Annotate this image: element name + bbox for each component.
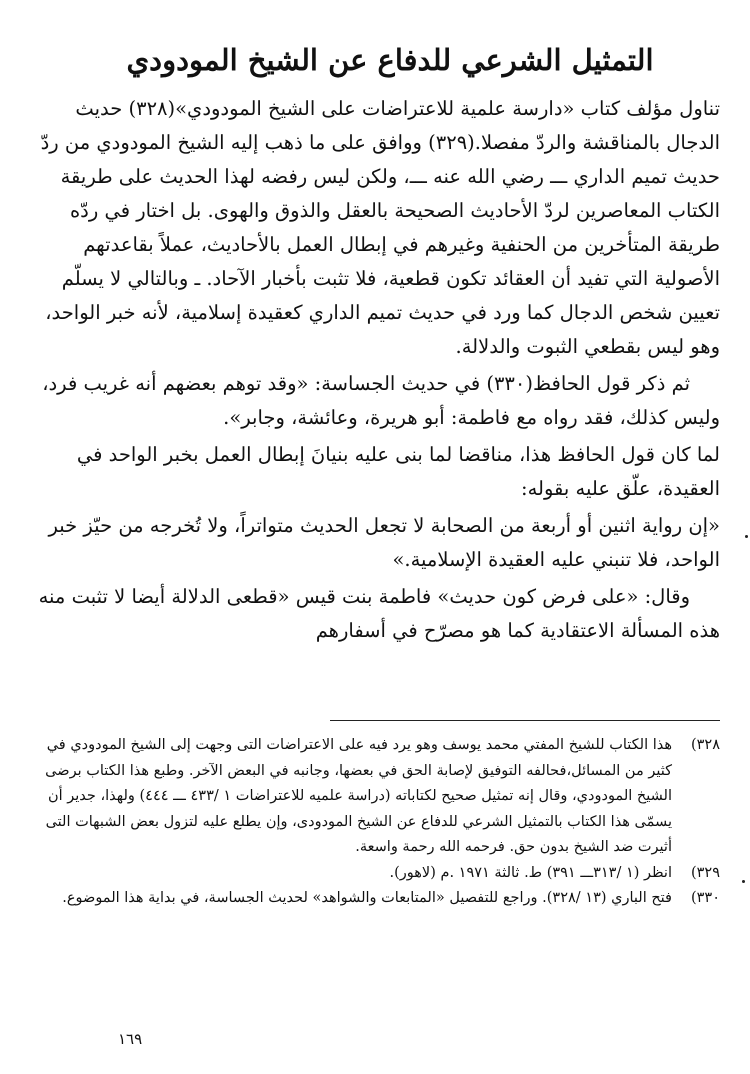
footnote [30, 861, 720, 887]
footnote-number: ٣٢٩) [690, 864, 720, 881]
footnote-number: ٣٢٨) [690, 737, 720, 753]
page-title: التمثيل الشرعي للدفاع عن الشيخ المودودي [126, 43, 654, 77]
paragraph-1: تناول مؤلف كتاب «دارسة علمية للاعتراضات على الشيخ المودودي»(٣٢٨) حديث الدجال بالمناقشة والردّ مفصلا.(٣٢٩) ووافق على ما ذهب إليه الشيخ المودودي من ردّ حديث تميم الداري ـــ رضي الله عنه ـــ، ولكن ليس رفضه لهذا الحديث على طريقة الكتاب المعاصرين لردّ الأحاديث الصحيحة بالعقل والذوق والهوى. بل اختار في ردّه طريقة المتأخرين من الحنفية وغيرهم في إبطال العمل بالأحاديث، عملاً بقاعدتهم الأصولية التي تفيد أن العقائد تكون قطعية، فلا تثبت بأخبار الآحاد. ـ وبالتالي لا يسلّم تعيين شخص الدجال كما ورد في حديث تميم الداري كعقيدة إسلامية، لأنه خبر الواحد، وهو ليس بقطعي الثبوت والدلالة. [40, 97, 720, 358]
footnote-text: هذا الكتاب للشيخ المفتي محمد يوسف وهو يرد فيه على الاعتراضات التى وجهت إلى الشيخ المودودي في كثير من المسائل،فحالفه التوفيق لإصابة الحق في بعضها، وجانبه في البعض الآخر. وطبع هذا الكتاب برضى الشيخ المودودي، وقال إنه تمثيل صحيح لكتاباته (دراسة علميه للاعتراضات ١ /٤٣٣ ـــ ٤٤٤) ولهذا، جدير أن يسمّى هذا الكتاب بالتمثيل الشرعي للدفاع عن الشيخ المودودى، وإن يطلع عليه لتزول بعض الشبهات التى أثيرت ضد الشيخ بدون حق. فرحمه الله رحمة واسعة. [45, 737, 672, 855]
footnote-number: ٣٣٠) [690, 890, 720, 906]
quote-paragraph: «إن رواية اثنين أو أربعة من الصحابة لا تجعل الحديث متواتراً، ولا تُخرجه من حيّز خبر الواحد، فلا تنبني عليه العقيدة الإسلامية.» [48, 514, 720, 571]
scan-speck [745, 535, 748, 538]
footnote [30, 733, 720, 861]
paragraph-3: لما كان قول الحافظ هذا، مناقضا لما بنى عليه بنيانَ إبطال العمل بخبر الواحد في العقيدة، علّق عليه بقوله: [76, 443, 720, 500]
footnote [30, 886, 720, 912]
footnotes [30, 733, 720, 912]
footnote-separator [330, 720, 720, 721]
paragraph-2: ثم ذكر قول الحافظ(٣٣٠) في حديث الجساسة: «وقد توهم بعضهم أنه غريب فرد، وليس كذلك، فقد رواه مع فاطمة: أبو هريرة، وعائشة، وجابر». [42, 372, 720, 429]
scan-speck [742, 880, 745, 883]
footnote-text: انظر (١ /٣١٣ـــ ٣٩١) ط. ثالثة ١٩٧١ .م (لاهور). [389, 864, 672, 881]
page-number: ١٦٩ [118, 1030, 143, 1048]
main-text [30, 92, 720, 651]
paragraph-5: وقال: «على فرض كون حديث» فاطمة بنت قيس «قطعى الدلالة أيضا لا تثبت منه هذه المسألة الاعتقادية كما هو مصرّح في أسفارهم [38, 585, 720, 642]
footnote-text: فتح الباري (١٣ /٣٢٨). وراجع للتفصيل «المتابعات والشواهد» لحديث الجساسة، في بداية هذا الموضوع. [62, 890, 672, 906]
